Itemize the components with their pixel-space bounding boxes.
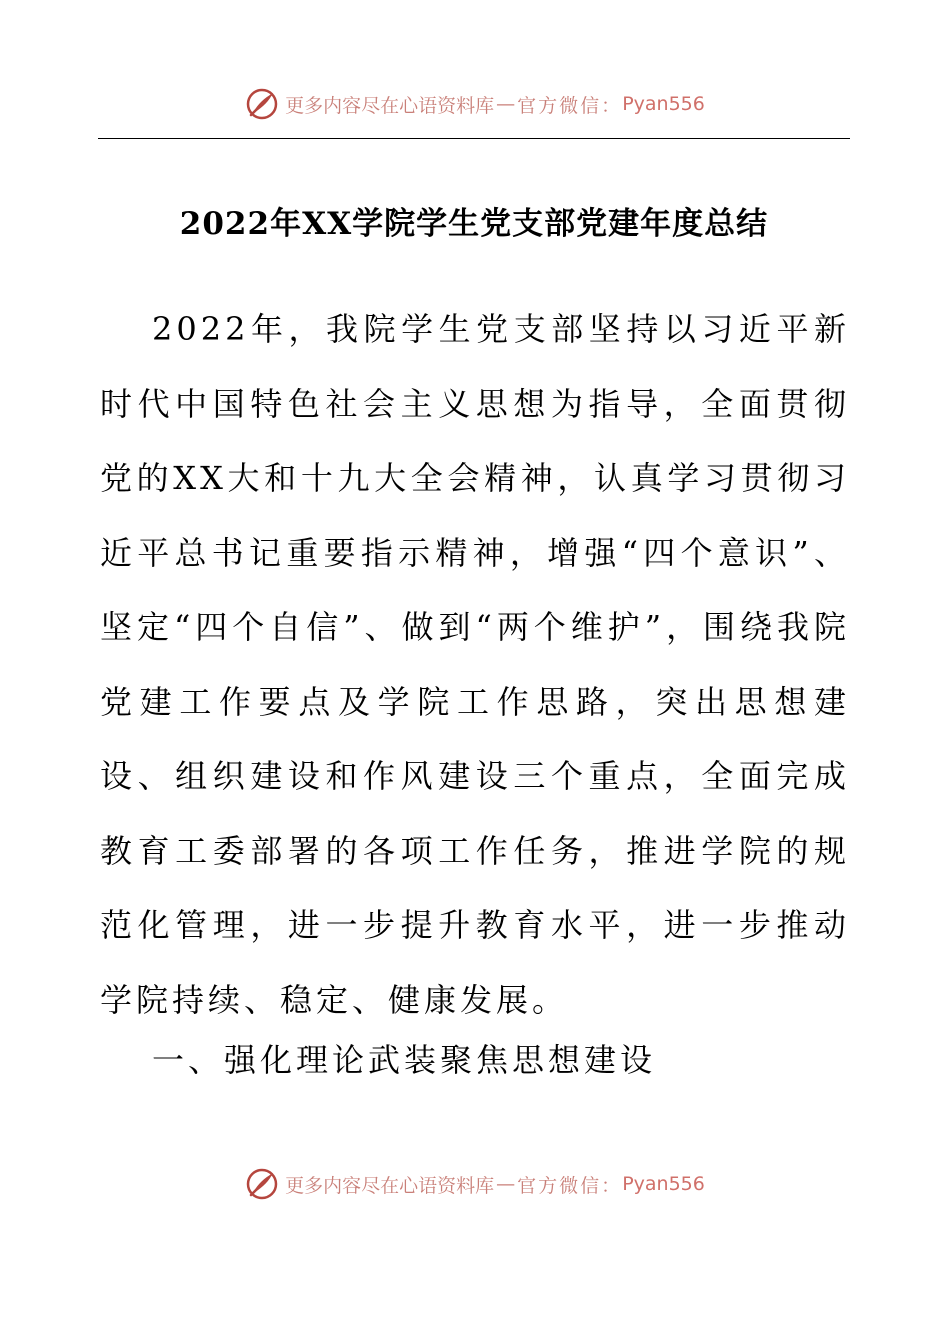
quill-pen-icon [245, 87, 279, 121]
watermark-wechat-id: Pyan556 [622, 1173, 705, 1195]
watermark-brand: 更多内容尽在心语资料库 [285, 94, 495, 117]
watermark-separator: — [496, 93, 516, 115]
intro-paragraph: 2022年，我院学生党支部坚持以习近平新时代中国特色社会主义思想为指导，全面贯彻党的XX大和十九大全会精神，认真学习贯彻习近平总书记重要指示精神，增强“四个意识”、坚定“四个自信”、做到“两个维护”，围绕我院党建工作要点及学院工作思路，突出思想建设、组织建设和作风建设三个重点，全面完成教育工委部署的各项工作任务，推进学院的规范化管理，进一步提升教育水平，进一步推动学院持续、稳定、健康发展。 [100, 310, 850, 1019]
watermark-wechat-id: Pyan556 [622, 93, 705, 115]
watermark-brand: 更多内容尽在心语资料库 [285, 1174, 495, 1197]
section-heading-1: 一、强化理论武装聚焦思想建设 [152, 1041, 657, 1079]
document-title: 2022年XX学院学生党支部党建年度总结 [179, 206, 769, 242]
watermark-wechat-label: 官方微信： [517, 94, 623, 117]
watermark-header [0, 86, 950, 122]
watermark-footer [0, 1166, 950, 1202]
header-rule [98, 138, 850, 139]
quill-pen-icon [245, 1167, 279, 1201]
watermark-separator: — [496, 1173, 516, 1195]
watermark-wechat-label: 官方微信： [517, 1174, 623, 1197]
